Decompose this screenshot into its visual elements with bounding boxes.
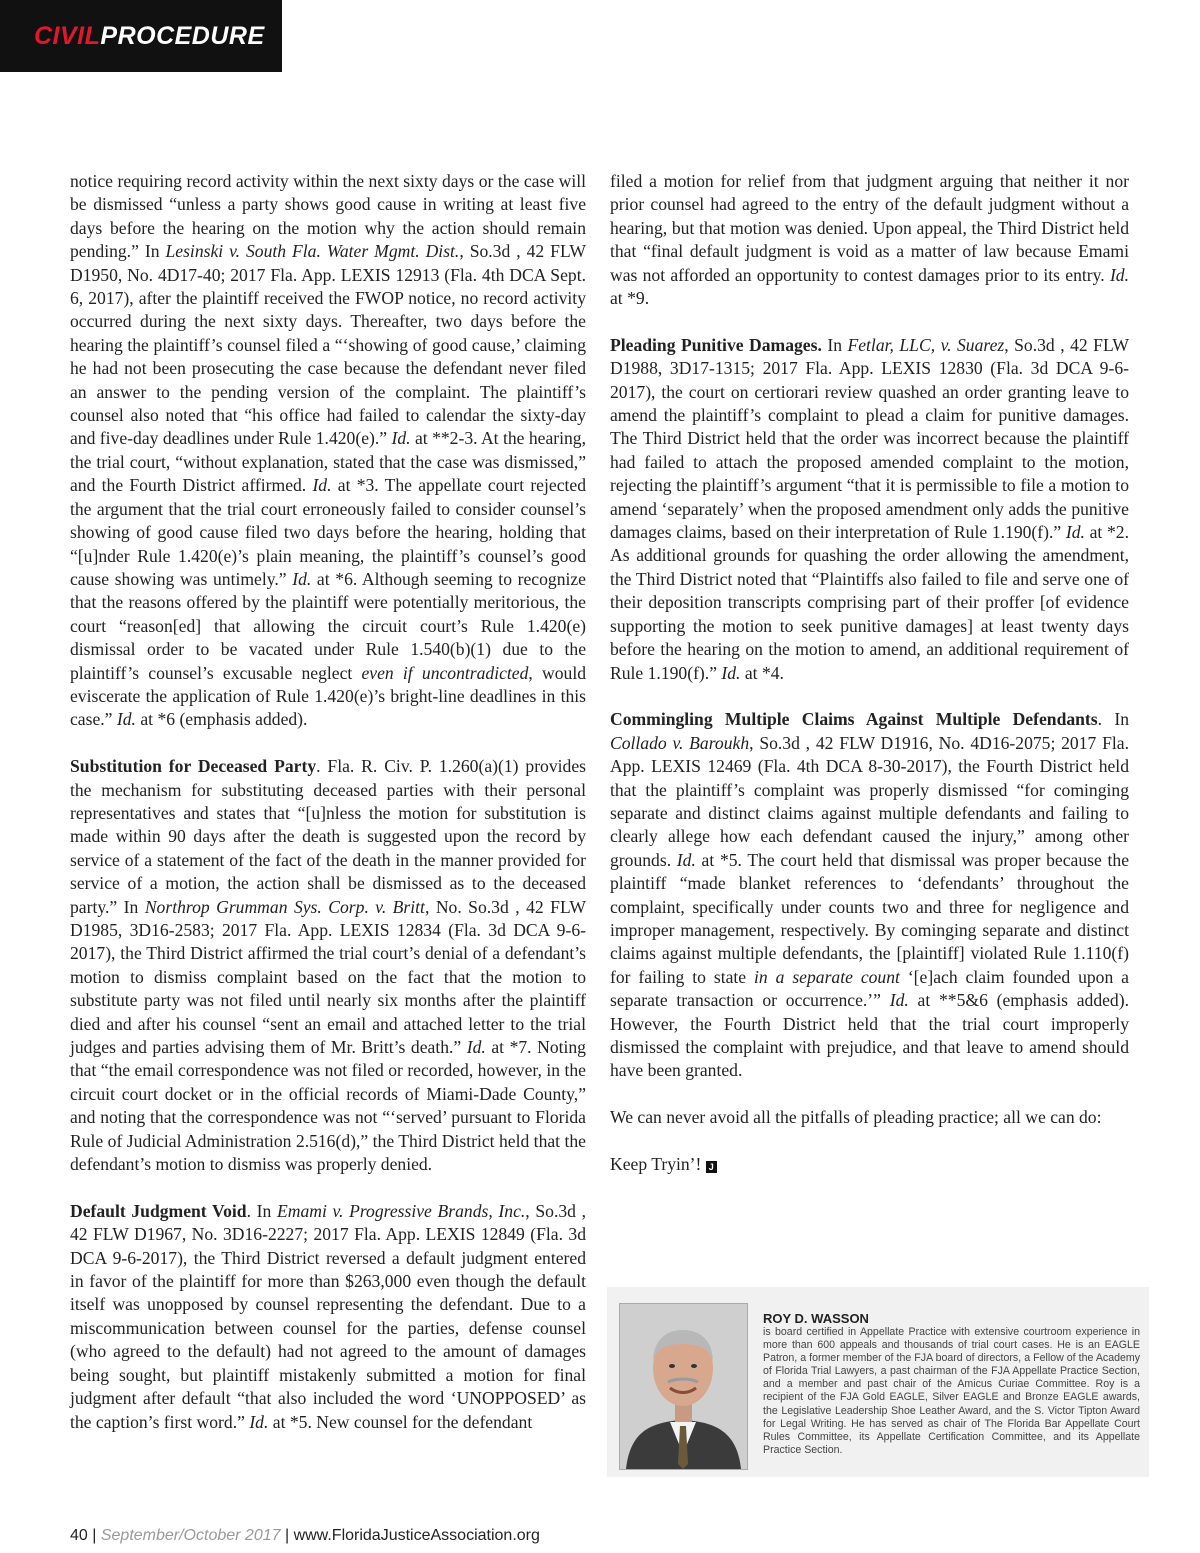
- paragraph-default-judgment: Default Judgment Void. In Emami v. Progressive Brands, Inc., So.3d , 42 FLW D1967, No. 3D16-2227; 2017 Fla. App. LEXIS 12849 (Fla. 3d DCA 9-6-2017), the Third District reversed a default judgment entered in favor of the plaintiff for more than $263,000 even though the default itself was unopposed by counsel representing the defendant. Due to a miscommunication between counsel for the parties, defense counsel (who agreed to the default) had not agreed to the amount of damages being sought, but plaintiff mistakenly submitted a motion for final judgment after default “that also included the word ‘UNOPPOSED’ as the caption’s first word.” Id. at *5. New counsel for the defendant: [70, 1200, 587, 1432]
- section-heading: Commingling Multiple Claims Against Multiple Defendants: [610, 709, 1098, 730]
- section-banner: [0, 0, 282, 72]
- section-heading: Default Judgment Void: [70, 1200, 247, 1221]
- section-title: CIVILPROCEDURE: [34, 22, 265, 50]
- website-url: | www.FloridaJusticeAssociation.org: [280, 1527, 540, 1544]
- issue-date: September/October 2017: [100, 1527, 281, 1544]
- paragraph-commingling: Commingling Multiple Claims Against Multiple Defendants. In Collado v. Baroukh, So.3d , 42 FLW D1916, No. 4D16-2075; 2017 Fla. App. LEXIS 12469 (Fla. 4th DCA 8-30-2017), the Fourth District held that the plaintiff’s complaint was properly dismissed “for cominging separate and distinct claims against multiple defendants and failing to clearly allege how each defendant caused the injury,” among other grounds. Id. at *5. The court held that dismissal was proper because the plaintiff “made blanket references to ‘defendants’ throughout the complaint, specifically under counts two and three for negligence and improper management, respectively. By cominging separate and distinct claims against multiple defendants, the [plaintiff] violated Rule 1.110(f) for failing to state in a separate count ‘[e]ach claim founded upon a separate transaction or occurrence.’” Id. at **5&6 (emphasis added). However, the Fourth District held that the trial court improperly dismissed the complaint with prejudice, and that leave to amend should have been granted.: [610, 709, 1130, 1081]
- section-heading: Substitution for Deceased Party: [70, 756, 317, 777]
- author-photo: [619, 1303, 748, 1470]
- author-bio-text: is board certified in Appellate Practice with extensive courtroom experience in more than 600 appeals and thousands of trial court cases. He is an EAGLE Patron, a former member of the FJA board of directors, a Fellow of the Academy of Florida Trial Lawyers, a past chairman of the FJA Appellate Practice Section, and a member and past chair of the Amicus Curiae Committee. Roy is a recipient of the FJA Gold EAGLE, Silver EAGLE and Bronze EAGLE awards, the Legislative Leadership Shoe Leather Award, and the S. Victor Tipton Award for Legal Writing. He has served as chair of The Florida Bar Appellate Court Rules Committee, its Appellate Certification Committee, and its Appellate Practice Section.: [763, 1326, 1140, 1456]
- paragraph-substitution: Substitution for Deceased Party. Fla. R. Civ. P. 1.260(a)(1) provides the mechanism for substituting deceased parties with their personal representatives and states that “[u]nless the motion for substitution is made within 90 days after the death is suggested upon the record by service of a statement of the fact of the death in the manner provided for service of a motion, the action shall be dismissed as to the deceased party.” In Northrop Grumman Sys. Corp. v. Britt, No. So.3d , 42 FLW D1985, 3D16-2583; 2017 Fla. App. LEXIS 12834 (Fla. 3d DCA 9-6-2017), the Third District affirmed the trial court’s denial of a defendant’s motion to dismiss complaint based on the fact that the motion to substitute party was not filed until nearly six months after the plaintiff died and after his counsel “sent an email and attached letter to the trial judges and parties advising them of Mr. Britt’s death.” Id. at *7. Noting that “the email correspondence was not filed or recorded, however, in the circuit court docket or in the official records of Miami-Dade County,” and noting that the correspondence was not “‘served’ pursuant to Florida Rule of Judicial Administration 2.516(d),” the Third District held that the defendant’s motion to dismiss was properly denied.: [70, 756, 586, 1175]
- paragraph-signoff: Keep Tryin’! J: [610, 1153, 1129, 1176]
- right-column: [610, 170, 1129, 1200]
- paragraph-punitive: Pleading Punitive Damages. In Fetlar, LLC, v. Suarez, So.3d , 42 FLW D1988, 3D17-1315; 2017 Fla. App. LEXIS 12830 (Fla. 3d DCA 9-6-2017), the court on certiorari review quashed an order granting leave to amend the plaintiff’s complaint to plead a claim for punitive damages. The Third District held that the order was incorrect because the plaintiff had failed to attach the proposed amended complaint to the motion, rejecting the plaintiff’s argument “that it is permissible to file a motion to amend ‘separately’ when the proposed amendment only adds the punitive damages claims, based on their interpretation of Rule 1.190(f).” Id. at *2. As additional grounds for quashing the order allowing the amendment, the Third District noted that “Plaintiffs also failed to file and serve one of their deposition transcripts comprising part of their proffer [of evidence supporting the motion to seek punitive damages] at least twenty days before the hearing on the motion to amend, an additional requirement of Rule 1.190(f).” Id. at *4.: [610, 334, 1129, 683]
- end-mark-icon: J: [706, 1161, 717, 1173]
- section-heading: Pleading Punitive Damages.: [610, 334, 822, 355]
- author-portrait-icon: [620, 1304, 747, 1469]
- left-column: [70, 170, 586, 1457]
- page-number: 40 |: [70, 1527, 101, 1544]
- paragraph-closing: We can never avoid all the pitfalls of pleading practice; all we can do:: [610, 1107, 1102, 1128]
- author-name: ROY D. WASSON: [763, 1311, 869, 1326]
- paragraph-emami-cont: filed a motion for relief from that judgment arguing that neither it nor prior counsel had agreed to the entry of the default judgment without a hearing, but that motion was denied. Upon appeal, the Third District held that “final default judgment is void as a matter of law because Emami was not afforded an opportunity to contest damages prior to its entry. Id. at *9.: [610, 171, 1129, 309]
- paragraph-lesinski: notice requiring record activity within the next sixty days or the case will be dismissed “unless a party shows good cause in writing at least five days before the hearing on the motion why the action should remain pending.” In Lesinski v. South Fla. Water Mgmt. Dist., So.3d , 42 FLW D1950, No. 4D17-40; 2017 Fla. App. LEXIS 12913 (Fla. 4th DCA Sept. 6, 2017), after the plaintiff received the FWOP notice, no record activity occurred during the next sixty days. Thereafter, two days before the hearing the plaintiff’s counsel filed a “‘showing of good cause,’ claiming he had not been prosecuting the case because the defendant never filed an answer to the pending version of the complaint. The plaintiff’s counsel also noted that “his office had failed to calendar the sixty-day and five-day deadlines under Rule 1.420(e).” Id. at **2-3. At the hearing, the trial court, “without explanation, stated that the case was dismissed,” and the Fourth District affirmed. Id. at *3. The appellate court rejected the argument that the trial court erroneously failed to consider counsel’s showing of good cause filed two days before the hearing, holding that “[u]nder Rule 1.420(e)’s plain meaning, the plaintiff’s counsel’s good cause showing was untimely.” Id. at *6. Although seeming to recognize that the reasons offered by the plaintiff were potentially meritorious, the court “reason[ed] that allowing the circuit court’s Rule 1.420(e) dismissal order to be vacated under Rule 1.540(b)(1) due to the plaintiff’s counsel’s excusable neglect even if uncontradicted, would eviscerate the application of Rule 1.420(e)’s bright-line deadlines in this case.” Id. at *6 (emphasis added).: [70, 171, 587, 730]
- page-footer: [70, 1527, 540, 1545]
